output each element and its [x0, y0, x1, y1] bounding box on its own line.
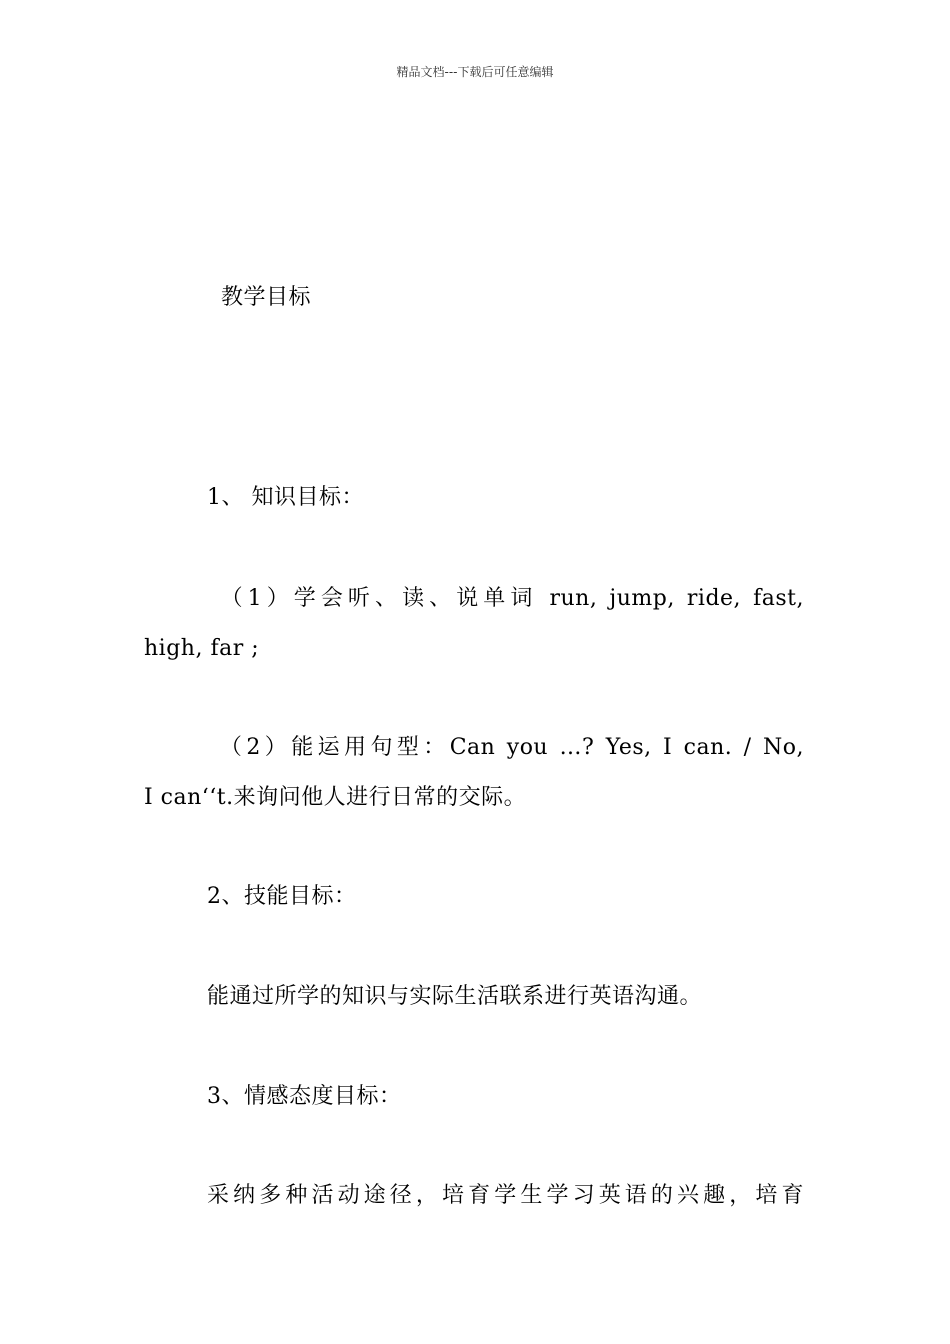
paragraph-item1-line1 [144, 584, 804, 614]
paragraph-item1-line2: high, far ; [144, 636, 260, 661]
section-heading-emotion: 3、情感态度目标： [207, 1084, 402, 1109]
section-heading-knowledge: 1、 知识目标： [207, 485, 364, 510]
page-header: 精品文档---下载后可任意编辑 [396, 65, 554, 79]
paragraph-item2-line1 [144, 733, 804, 763]
paragraph-skills: 能通过所学的知识与实际生活联系进行英语沟通。 [207, 984, 703, 1009]
item1-line1-text: （1）学会听、读、说单词 run, jump, ride, fast, [216, 586, 804, 611]
paragraph-emotion: 采纳多种活动途径，培育学生学习英语的兴趣，培育 [207, 1183, 804, 1208]
page-title: 教学目标 [221, 285, 312, 310]
item2-line1-text: （2）能运用句型：Can you …? Yes, I can. / No, [216, 735, 804, 760]
paragraph-item2-line2: I can‘‘t.来询问他人进行日常的交际。 [144, 785, 527, 810]
section-heading-skills: 2、技能目标： [207, 884, 357, 909]
